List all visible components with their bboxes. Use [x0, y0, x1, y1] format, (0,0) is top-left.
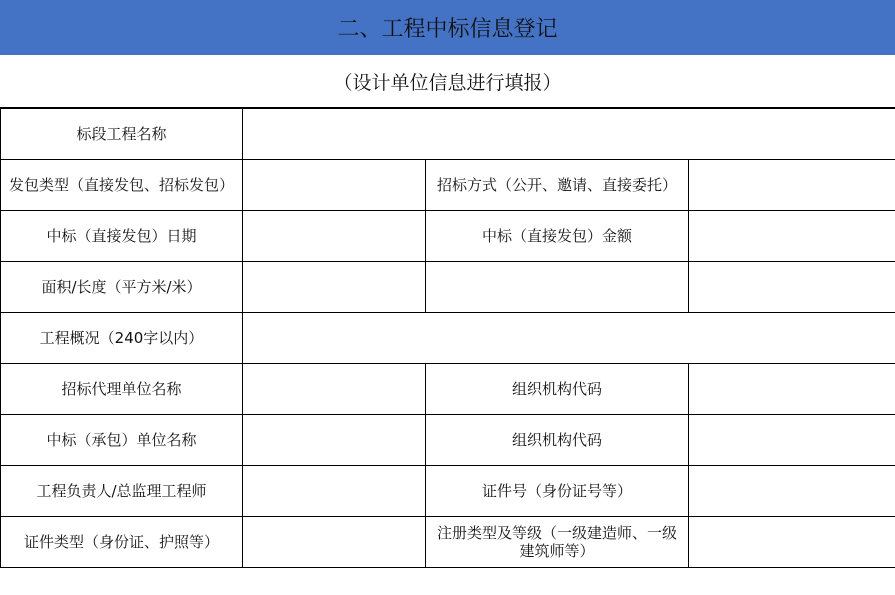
contract-type-label: 发包类型（直接发包、招标发包）: [1, 159, 243, 210]
area-length-label: 面积/长度（平方米/米）: [1, 261, 243, 312]
winner-name-label: 中标（承包）单位名称: [1, 414, 243, 465]
table-row: [1, 159, 895, 210]
agency-name-label: 招标代理单位名称: [1, 363, 243, 414]
empty-cell[interactable]: [689, 261, 895, 312]
table-row: [1, 210, 895, 261]
registration-label: 注册类型及等级（一级建造师、一级建筑师等）: [426, 516, 689, 567]
cert-type-input[interactable]: [243, 516, 426, 567]
winner-org-code-label: 组织机构代码: [426, 414, 689, 465]
winner-name-input[interactable]: [243, 414, 426, 465]
agency-name-input[interactable]: [243, 363, 426, 414]
cert-no-input[interactable]: [689, 465, 895, 516]
page-title: 二、工程中标信息登记: [337, 17, 558, 42]
bidding-method-label: 招标方式（公开、邀请、直接委托）: [426, 159, 689, 210]
table-row: [1, 261, 895, 312]
manager-label: 工程负责人/总监理工程师: [1, 465, 243, 516]
overview-input[interactable]: [243, 312, 895, 363]
table-row: [1, 312, 895, 363]
award-date-input[interactable]: [243, 210, 426, 261]
table-row: [1, 108, 895, 159]
agency-org-code-input[interactable]: [689, 363, 895, 414]
table-row: [1, 414, 895, 465]
contract-type-input[interactable]: [243, 159, 426, 210]
agency-org-code-label: 组织机构代码: [426, 363, 689, 414]
section-name-input[interactable]: [243, 108, 895, 159]
empty-cell[interactable]: [426, 261, 689, 312]
cert-no-label: 证件号（身份证号等）: [426, 465, 689, 516]
section-name-label: 标段工程名称: [1, 108, 243, 159]
overview-label: 工程概况（240字以内）: [1, 312, 243, 363]
award-amount-input[interactable]: [689, 210, 895, 261]
manager-input[interactable]: [243, 465, 426, 516]
winner-org-code-input[interactable]: [689, 414, 895, 465]
table-row: [1, 516, 895, 567]
page-title-bar: [0, 0, 895, 55]
award-date-label: 中标（直接发包）日期: [1, 210, 243, 261]
registration-input[interactable]: [689, 516, 895, 567]
bidding-method-input[interactable]: [689, 159, 895, 210]
award-amount-label: 中标（直接发包）金额: [426, 210, 689, 261]
cert-type-label: 证件类型（身份证、护照等）: [1, 516, 243, 567]
page-subtitle: （设计单位信息进行填报）: [333, 72, 562, 94]
table-row: [1, 363, 895, 414]
table-row: [1, 465, 895, 516]
registration-form-table: [0, 107, 895, 568]
area-length-input[interactable]: [243, 261, 426, 312]
